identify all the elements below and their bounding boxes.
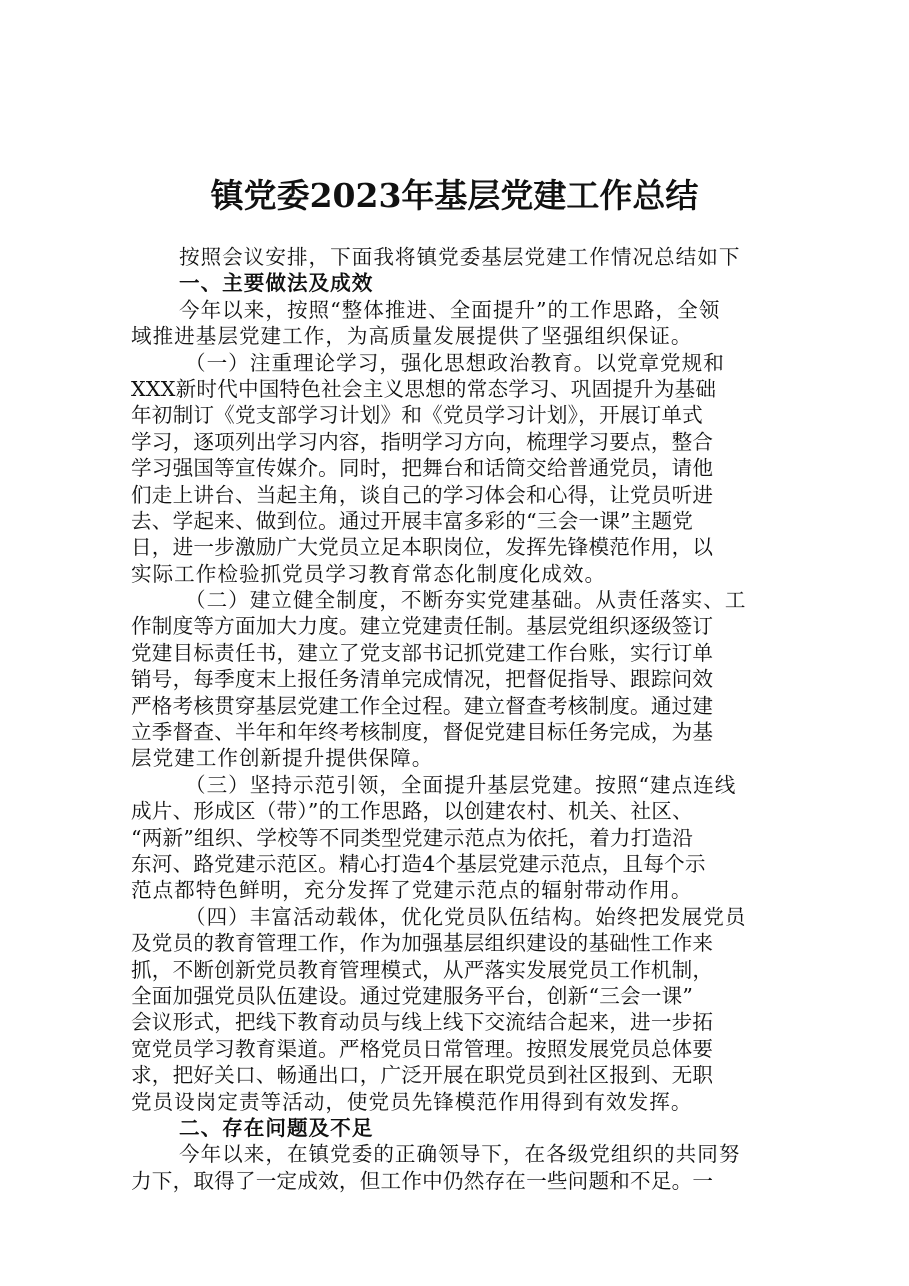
paragraph-line: （二）建立健全制度，不断夯实党建基础。从责任落实、工 bbox=[185, 588, 747, 613]
paragraph-line: 党建目标责任书，建立了党支部书记抓党建工作台账，实行订单 bbox=[131, 640, 714, 665]
paragraph-line: 年初制订《党支部学习计划》和《党员学习计划》，开展订单式 bbox=[131, 403, 703, 428]
paragraph-line: 域推进基层党建工作，为高质量发展提供了坚强组织保证。 bbox=[131, 324, 693, 349]
document-title: 镇党委2023年基层党建工作总结 bbox=[210, 176, 699, 215]
paragraph-line: 党员设岗定责等活动，使党员先锋模范作用得到有效发挥。 bbox=[131, 1089, 693, 1114]
paragraph-line: （四）丰富活动载体，优化党员队伍结构。始终把发展党员 bbox=[185, 904, 747, 929]
paragraph-line: 去、学起来、做到位。通过开展丰富多彩的“三会一课”主题党 bbox=[131, 508, 694, 533]
paragraph-line: 实际工作检验抓党员学习教育常态化制度化成效。 bbox=[131, 561, 607, 586]
paragraph-line: 范点都特色鲜明，充分发挥了党建示范点的辐射带动作用。 bbox=[131, 878, 693, 903]
section-heading: 一、主要做法及成效 bbox=[179, 271, 374, 296]
paragraph-line: “两新”组织、学校等不同类型党建示范点为依托，着力打造沿 bbox=[131, 825, 694, 850]
paragraph-line: 抓，不断创新党员教育管理模式，从严落实发展党员工作机制， bbox=[131, 957, 714, 982]
paragraph-line: 今年以来，在镇党委的正确领导下，在各级党组织的共同努 bbox=[179, 1142, 741, 1167]
paragraph-line: 成片、形成区（带）”的工作思路，以创建农村、机关、社区、 bbox=[131, 799, 693, 824]
paragraph-line: 东河、路党建示范区。精心打造4个基层党建示范点，且每个示 bbox=[131, 851, 706, 876]
paragraph-line: 宽党员学习教育渠道。严格党员日常管理。按照发展党员总体要 bbox=[131, 1036, 714, 1061]
paragraph-line: 按照会议安排，下面我将镇党委基层党建工作情况总结如下 bbox=[179, 245, 741, 269]
paragraph-line: 层党建工作创新提升提供保障。 bbox=[131, 746, 434, 771]
paragraph-line: （一）注重理论学习，强化思想政治教育。以党章党规和 bbox=[185, 350, 725, 375]
paragraph-line: 力下，取得了一定成效，但工作中仍然存在一些问题和不足。一 bbox=[131, 1168, 714, 1193]
paragraph-line: 及党员的教育管理工作，作为加强基层组织建设的基础性工作来 bbox=[131, 931, 714, 956]
paragraph-line: 学习，逐项列出学习内容，指明学习方向，梳理学习要点，整合 bbox=[131, 429, 714, 454]
paragraph-line: （三）坚持示范引领，全面提升基层党建。按照“建点连线 bbox=[185, 772, 737, 797]
paragraph-line: 今年以来，按照“整体推进、全面提升”的工作思路，全领 bbox=[179, 297, 721, 322]
paragraph-line: 全面加强党员队伍建设。通过党建服务平台，创新“三会一课” bbox=[131, 983, 694, 1008]
paragraph-line: 求，把好关口、畅通出口，广泛开展在职党员到社区报到、无职 bbox=[131, 1063, 714, 1088]
paragraph-line: 会议形式，把线下教育动员与线上线下交流结合起来，进一步拓 bbox=[131, 1010, 714, 1035]
paragraph-line: 作制度等方面加大力度。建立党建责任制。基层党组织逐级签订 bbox=[131, 614, 714, 639]
paragraph-line: XXX新时代中国特色社会主义思想的常态学习、巩固提升为基础 bbox=[131, 376, 717, 401]
document-body bbox=[131, 244, 813, 1194]
paragraph-line: 学习强国等宣传媒介。同时，把舞台和话筒交给普通党员，请他 bbox=[131, 456, 714, 481]
paragraph-line: 销号，每季度末上报任务清单完成情况，把督促指导、跟踪问效 bbox=[131, 667, 714, 692]
paragraph-line: 日，进一步激励广大党员立足本职岗位，发挥先锋模范作用，以 bbox=[131, 535, 714, 560]
paragraph-line: 立季督查、半年和年终考核制度，督促党建目标任务完成，为基 bbox=[131, 720, 714, 745]
paragraph-line: 们走上讲台、当起主角，谈自己的学习体会和心得，让党员听进 bbox=[131, 482, 714, 507]
section-heading: 二、存在问题及不足 bbox=[179, 1115, 374, 1140]
paragraph-line: 严格考核贯穿基层党建工作全过程。建立督查考核制度。通过建 bbox=[131, 693, 714, 718]
